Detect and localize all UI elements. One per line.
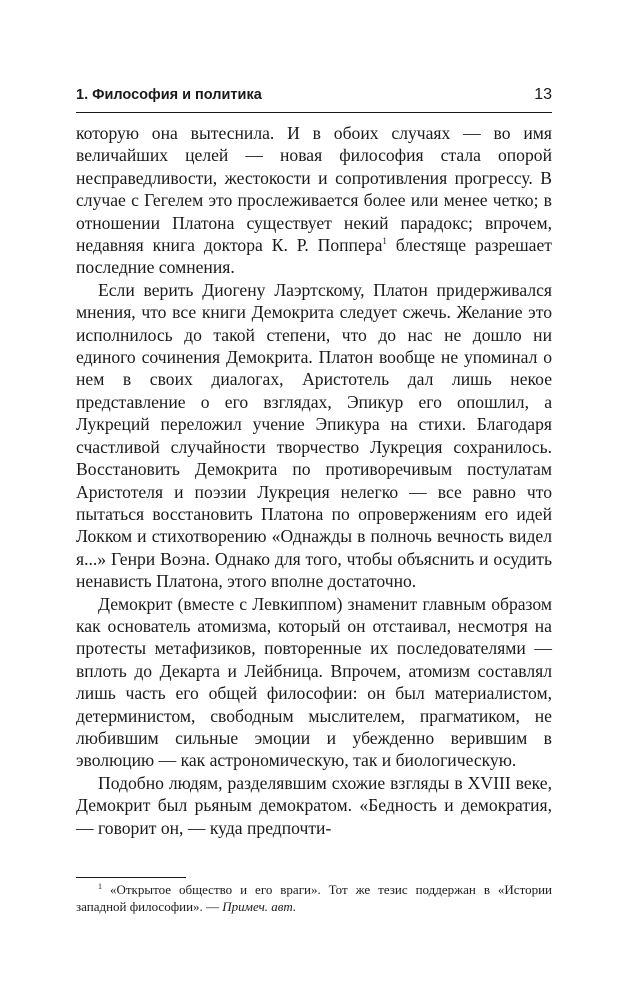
- paragraph-2: Если верить Диогену Лаэртскому, Платон придерживался мнения, что все книги Демокрита следует сжечь. Желание это исполнилось до такой степени, что до нас не дошло ни единого сочинения Демокрита. Платон вообще не упоминал о нем в своих диалогах, Аристотель дал лишь некое представление о его взглядах, Эпикур его опошлил, а Лукреций переложил учение Эпикура на стихи. Благодаря счастливой случайности творчество Лукреция сохранилось. Восстановить Демокрита по противоречивым постулатам Аристотеля и поэзии Лукреция нелегко — все равно что пытаться восстановить Платона по опровержениям его идей Локком и стихотворению «Однажды в полночь вечность видел я...» Генри Воэна. Однако для того, чтобы объяснить и осудить ненависть Платона, этого вполне достаточно.: [76, 279, 552, 592]
- body-text: [76, 122, 552, 839]
- footnote: [76, 881, 552, 915]
- paragraph-1: [76, 122, 552, 279]
- paragraph-4: Подобно людям, разделявшим схожие взгляды в XVIII веке, Демокрит был рьяным демократом. «Бедность и демократия, — говорит он, — куда предпочти-: [76, 772, 552, 838]
- chapter-title: 1. Философия и политика: [76, 87, 262, 103]
- page-number: 13: [534, 86, 552, 103]
- paragraph-3: Демокрит (вместе с Левкиппом) знаменит главным образом как основатель атомизма, который он отстаивал, несмотря на протесты метафизиков, повторенные их последователями — вплоть до Декарта и Лейбница. Впрочем, атомизм составлял лишь часть его общей философии: он был материалистом, детерминистом, свободным мыслителем, прагматиком, не любившим сильные эмоции и убежденно верившим в эволюцию — как астрономическую, так и биологическую.: [76, 593, 552, 771]
- footnote-rule: [76, 877, 186, 878]
- footnote-ref: 1: [382, 236, 387, 247]
- paragraph-1-text: которую она вытеснила. И в обоих случаях — во имя величайших целей — новая философия стала опорой несправедливости, жестокости и сопротивления прогрессу. В случае с Гегелем это прослеживается более или менее четко; в отношении Платона существует некий парадокс; впрочем, недавняя книга доктора К. Р. Поппера: [76, 123, 552, 256]
- footnote-text: «Открытое общество и его враги». Тот же тезис поддержан в «Истории западной философии». —: [76, 882, 552, 914]
- footnote-marker: 1: [98, 882, 102, 891]
- header-rule: [76, 112, 552, 113]
- running-header: [76, 86, 552, 104]
- footnote-note: Примеч. авт.: [222, 899, 297, 914]
- paragraph-1-text-end: блестяще разрешает последние сомнения.: [76, 235, 552, 278]
